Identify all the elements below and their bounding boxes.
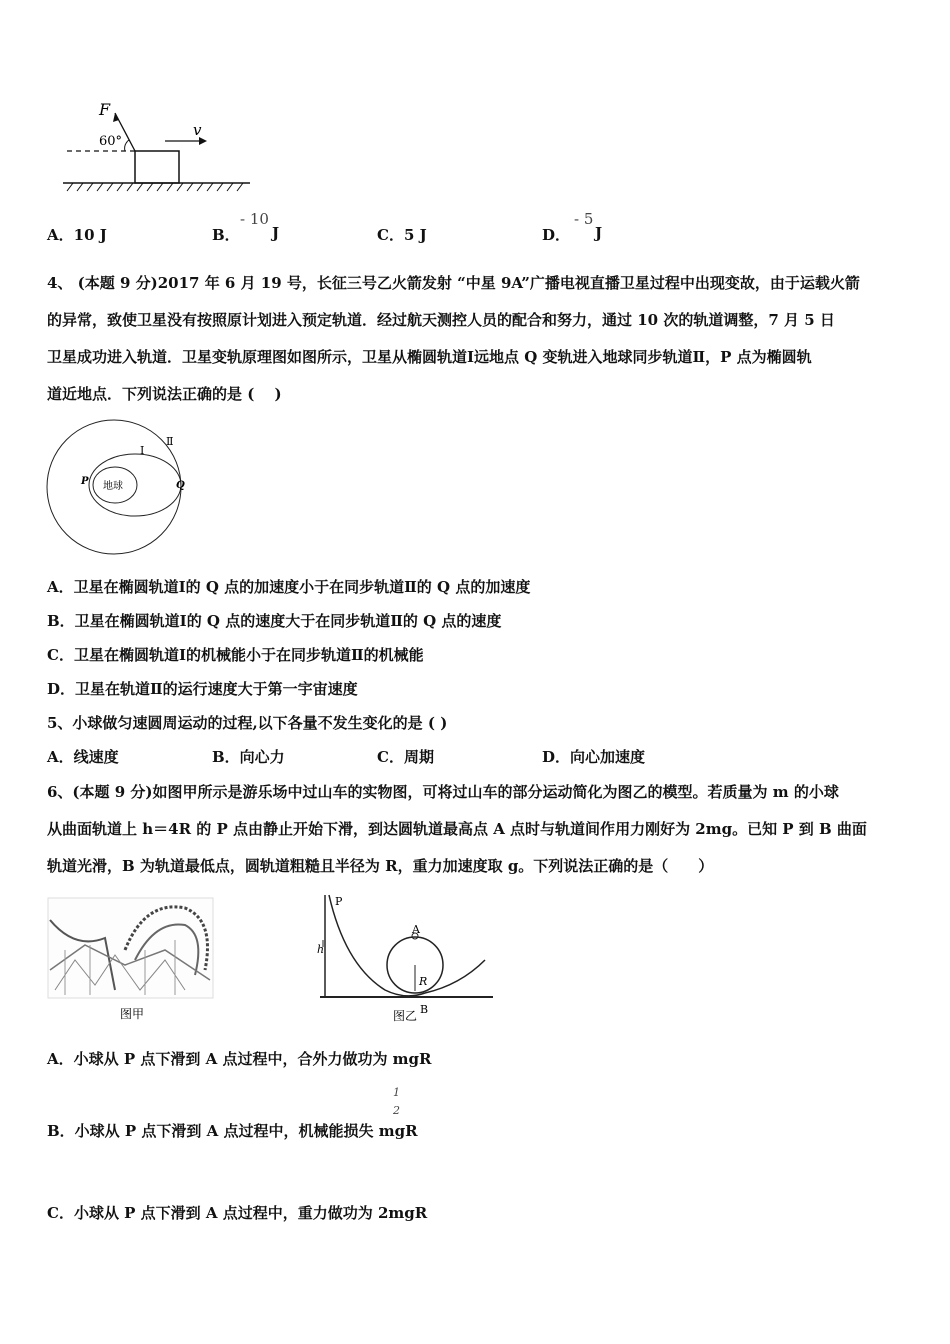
label-I: Ⅰ: [140, 444, 145, 457]
q4-option-d: D．卫星在轨道Ⅱ的运行速度大于第一宇宙速度: [47, 680, 358, 698]
q4-stem-line2: 的异常，致使卫星没有按照原计划进入预定轨道．经过航天测控人员的配合和努力，通过 10 次的轨道调整，7 月 5 日: [47, 311, 835, 329]
q4-stem-line3: 卫星成功进入轨道．卫星变轨原理图如图所示，卫星从椭圆轨道Ⅰ远地点 Q 变轨进入地球同步轨道Ⅱ，P 点为椭圆轨: [47, 348, 812, 366]
q3-option-a: A．10 J: [47, 226, 107, 244]
earth-label: 地球: [103, 481, 123, 492]
q6-stem-line1: 6、(本题 9 分)如图甲所示是游乐场中过山车的实物图，可将过山车的部分运动简化为图乙的模型。若质量为 m 的小球: [47, 783, 839, 801]
q3-option-b-fraction: - 10: [240, 210, 269, 228]
label-P-track: P: [335, 895, 343, 908]
label-II: Ⅱ: [166, 435, 174, 448]
q4-option-c: C．卫星在椭圆轨道Ⅰ的机械能小于在同步轨道Ⅱ的机械能: [47, 646, 424, 664]
q5-option-a: A．线速度: [47, 748, 119, 766]
q5-option-c: C．周期: [377, 748, 434, 766]
q5-option-b: B．向心力: [212, 748, 285, 766]
label-A: A: [412, 923, 420, 936]
label-F: F: [99, 100, 111, 119]
q3-option-b-unit: J: [272, 224, 280, 242]
label-P: P: [81, 476, 89, 487]
label-h: h: [317, 943, 325, 956]
label-Q: Q: [176, 480, 185, 491]
q5-option-d: D．向心加速度: [542, 748, 646, 766]
q4-stem-line4: 道近地点．下列说法正确的是 ( ): [47, 385, 282, 403]
q3-option-d-label: D．: [542, 226, 571, 244]
q6-option-c: C．小球从 P 点下滑到 A 点过程中，重力做功为 2mgR: [47, 1204, 428, 1222]
q6-option-a: A．小球从 P 点下滑到 A 点过程中，合外力做功为 mgR: [47, 1050, 432, 1068]
label-B: B: [420, 1003, 429, 1016]
roller-coaster-photo: [45, 890, 220, 1025]
q6-option-b-fraction-denominator: 2: [393, 1104, 400, 1117]
q3-option-b-label: B．: [212, 226, 240, 244]
block: [135, 151, 179, 183]
label-R: R: [419, 975, 428, 988]
q4-option-a: A．卫星在椭圆轨道Ⅰ的 Q 点的加速度小于在同步轨道Ⅱ的 Q 点的加速度: [47, 578, 531, 596]
figure-b-caption: 图乙: [393, 1009, 418, 1023]
q6-option-b: B．小球从 P 点下滑到 A 点过程中，机械能损失 mgR: [47, 1122, 418, 1140]
track-model-diagram: [315, 885, 500, 1025]
q6-stem-line3: 轨道光滑，B 为轨道最低点，圆轨道粗糙且半径为 R，重力加速度取 g。下列说法正确的是（ ）: [47, 857, 714, 875]
q6-option-b-fraction-numerator: 1: [393, 1086, 400, 1099]
q5-stem: 5、小球做匀速圆周运动的过程,以下各量不发生变化的是 ( ): [47, 714, 448, 732]
figure-a-caption: 图甲: [120, 1007, 145, 1021]
q4-stem-line1: 4、 (本题 9 分)2017 年 6 月 19 号，长征三号乙火箭发射 “中星 9A”广播电视直播卫星过程中出现变故，由于运载火箭: [47, 274, 860, 292]
orbit-diagram: [45, 418, 205, 558]
q3-option-c: C．5 J: [377, 226, 427, 244]
label-v: v: [193, 121, 202, 139]
force-diagram: [55, 95, 255, 195]
curved-track: [329, 895, 428, 996]
q6-stem-line2: 从曲面轨道上 h＝4R 的 P 点由静止开始下滑，到达圆轨道最高点 A 点时与轨道间作用力刚好为 2mg。已知 P 到 B 曲面: [47, 820, 867, 838]
q4-option-b: B．卫星在椭圆轨道Ⅰ的 Q 点的速度大于在同步轨道Ⅱ的 Q 点的速度: [47, 612, 502, 630]
q3-option-d-fraction: - 5: [574, 210, 594, 228]
q3-option-d-unit: J: [595, 224, 603, 242]
label-angle: 60°: [99, 134, 123, 149]
